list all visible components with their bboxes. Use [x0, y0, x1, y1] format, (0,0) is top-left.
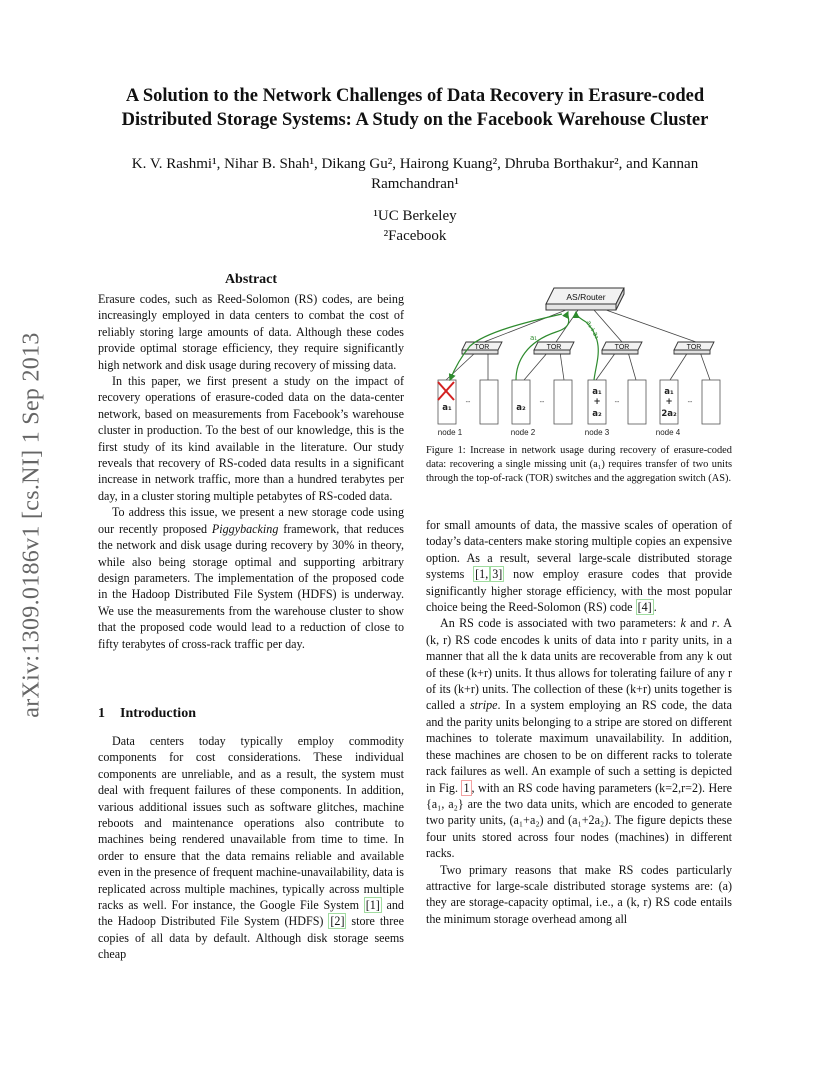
unit-node2: a₂: [516, 403, 526, 413]
right-paragraph-3: Two primary reasons that make RS codes particularly attractive for large-scale distributed storage systems are: (a) they are storage-capacity optimal, i.e., a (k, r) RS code entails the minimum storage overhead among all: [426, 862, 732, 926]
abstract-paragraph-2: In this paper, we first present a study on the impact of recovery operations of erasure-coded data on the data-center network, based on measurements from Facebook’s warehouse cluster in production. To the best of our knowledge, this is the first study of its kind available in the literature. Our study reveals that recovery of RS-coded data results in a significant increase in network traffic, more than a hundred terabytes per day, in a cluster storing multiple petabytes of RS-coded data.: [98, 374, 404, 503]
tor-switches: [462, 342, 714, 354]
figure-network-diagram: [426, 282, 732, 442]
citation-link-1-3a[interactable]: [1,: [475, 567, 489, 582]
unit-node4-2a2: 2a₂: [661, 409, 677, 419]
title-line-1: A Solution to the Network Challenges of Data Recovery in Erasure-coded: [125, 86, 705, 106]
unit-node3-a2: a₂: [592, 409, 602, 419]
abstract-paragraph-3: To address this issue, we present a new storage code using our recently proposed Piggybacking framework, that reduces the network and disk usage during recovery by 30% in theory, while also being storage optimal and supporting arbitrary design parameters. The implementation of the proposed code in the Hadoop Distributed File System (HDFS) is underway. We use the measurements from the warehouse cluster to show that the proposed code would lead to a reduction of close to fifty terabytes of cross-rack traffic per day.: [98, 505, 404, 651]
unit-node3-a1: a₁: [592, 387, 602, 397]
authors-line-2: Ramchandran¹: [371, 176, 459, 192]
section-number: 1: [98, 706, 105, 721]
rack-ellipsis-3: --: [614, 399, 620, 406]
figure-reference-link[interactable]: 1: [463, 780, 470, 795]
citation-link-1-3b[interactable]: 3]: [492, 567, 503, 582]
author-list: [80, 154, 750, 194]
authors-line-1: K. V. Rashmi¹, Nihar B. Shah¹, Dikang Gu², Hairong Kuang², Dhruba Borthakur², and Kannan: [131, 156, 699, 172]
tor-label-3: TOR: [614, 344, 630, 351]
node-label-4: node 4: [655, 428, 681, 437]
arrow-label-sum: a₁+a₂: [584, 319, 602, 341]
unit-node3-plus: +: [593, 397, 601, 407]
abstract-body: [98, 291, 404, 652]
unit-node4-plus: +: [665, 397, 673, 407]
node-label-1: node 1: [437, 428, 463, 437]
abstract-paragraph-1: Erasure codes, such as Reed-Solomon (RS) codes, are being increasingly employed in data centers to combat the cost of reliably storing large amounts of data. Although these codes provide optimal storage efficiency, they require significantly high network and disk usage during recovery of missing data.: [98, 292, 404, 372]
affiliation-facebook: ²Facebook: [383, 228, 447, 244]
unit-node1: a₁: [442, 403, 452, 413]
node-label-2: node 2: [510, 428, 536, 437]
figure-1-caption: Figure 1: Increase in network usage during recovery of erasure-coded data: recovering a single missing unit (a₁) requires transfer of two units through the top-of-rack (TOR) switches and the aggregation switch (AS).: [426, 445, 732, 484]
rack-machines: [438, 380, 720, 424]
citation-link-1[interactable]: [1]: [365, 898, 380, 913]
tor-label-2: TOR: [546, 344, 562, 351]
affiliations: [300, 206, 530, 246]
rack-ellipsis-2: --: [539, 399, 545, 406]
section-title: Introduction: [120, 706, 196, 721]
introduction-body: [98, 733, 404, 963]
arrow-label-a1: a₁: [530, 334, 538, 342]
stripe-emphasis: stripe: [469, 698, 498, 713]
node-label-3: node 3: [584, 428, 610, 437]
right-paragraph-1: for small amounts of data, the massive scales of operation of today’s data-centers make storing multiple copies an expensive option. As a result, several large-scale distributed storage systems [1, 3] now employ erasure codes that provide significantly higher storage efficiency, with the most popular choice being the Reed-Solomon (RS) code [4] .: [426, 518, 732, 615]
rack-ellipsis-4: --: [687, 399, 693, 406]
citation-link-2[interactable]: [2]: [330, 914, 345, 929]
citation-link-4[interactable]: [4]: [637, 600, 652, 615]
router-label: AS/Router: [566, 292, 606, 302]
abstract-heading: Abstract: [224, 272, 278, 287]
unit-node4-a1: a₁: [664, 387, 674, 397]
affiliation-berkeley: ¹UC Berkeley: [373, 208, 457, 224]
title-line-2: Distributed Storage Systems: A Study on the Facebook Warehouse Cluster: [121, 110, 709, 130]
right-column-body: [426, 517, 732, 927]
tor-label-1: TOR: [474, 344, 490, 351]
rack-ellipsis-1: --: [465, 399, 471, 406]
piggybacking-emphasis: Piggybacking: [211, 521, 279, 536]
right-paragraph-2: An RS code is associated with two parameters: k and r. A (k, r) RS code encodes k units of data into r parity units, in a manner that all the k data units are recoverable from any k out of these (k+r) units. It thus allows for tolerating failure of any r of its (k+r) units. The collection of these (k+r) units together is called a stripe. In a system employing an RS code, the data and the parity units belonging to a stripe are stored on different machines to tolerate maximum unavailability. In addition, these machines are chosen to be on different racks to tolerate rack failures as well. An example of such a setting is depicted in Fig. 1 , with an RS code having parameters (k=2,r=2). Here {a₁, a₂} are the two data units, which are encoded to generate two parity units, (a₁+a₂) and (a₁+2a₂). The figure depicts these four units stored across four nodes (machines) in different racks.: [426, 616, 732, 861]
arxiv-identifier: arXiv:1309.0186v1 [cs.NI] 1 Sep 2013: [18, 332, 45, 718]
tor-label-4: TOR: [686, 344, 702, 351]
paper-title: [60, 84, 770, 132]
section-heading-introduction: [98, 706, 196, 722]
intro-paragraph-1: Data centers today typically employ commodity components for cost considerations. These individual components are unreliable, and as a result, the system must deal with frequent failures of these components. In addition, various additional issues such as software glitches, machine reboots and maintenance operations also contribute to machines being rendered unavailable from time to time. In order to ensure that the data remains reliable and available even in the presence of frequent machine-unavailability, data is replicated across multiple machines, typically across multiple racks as well. For instance, the Google File System [1] and the Hadoop Distributed File System (HDFS) [2] store three copies of all data by default. Although disk storage seems cheap: [98, 734, 404, 962]
